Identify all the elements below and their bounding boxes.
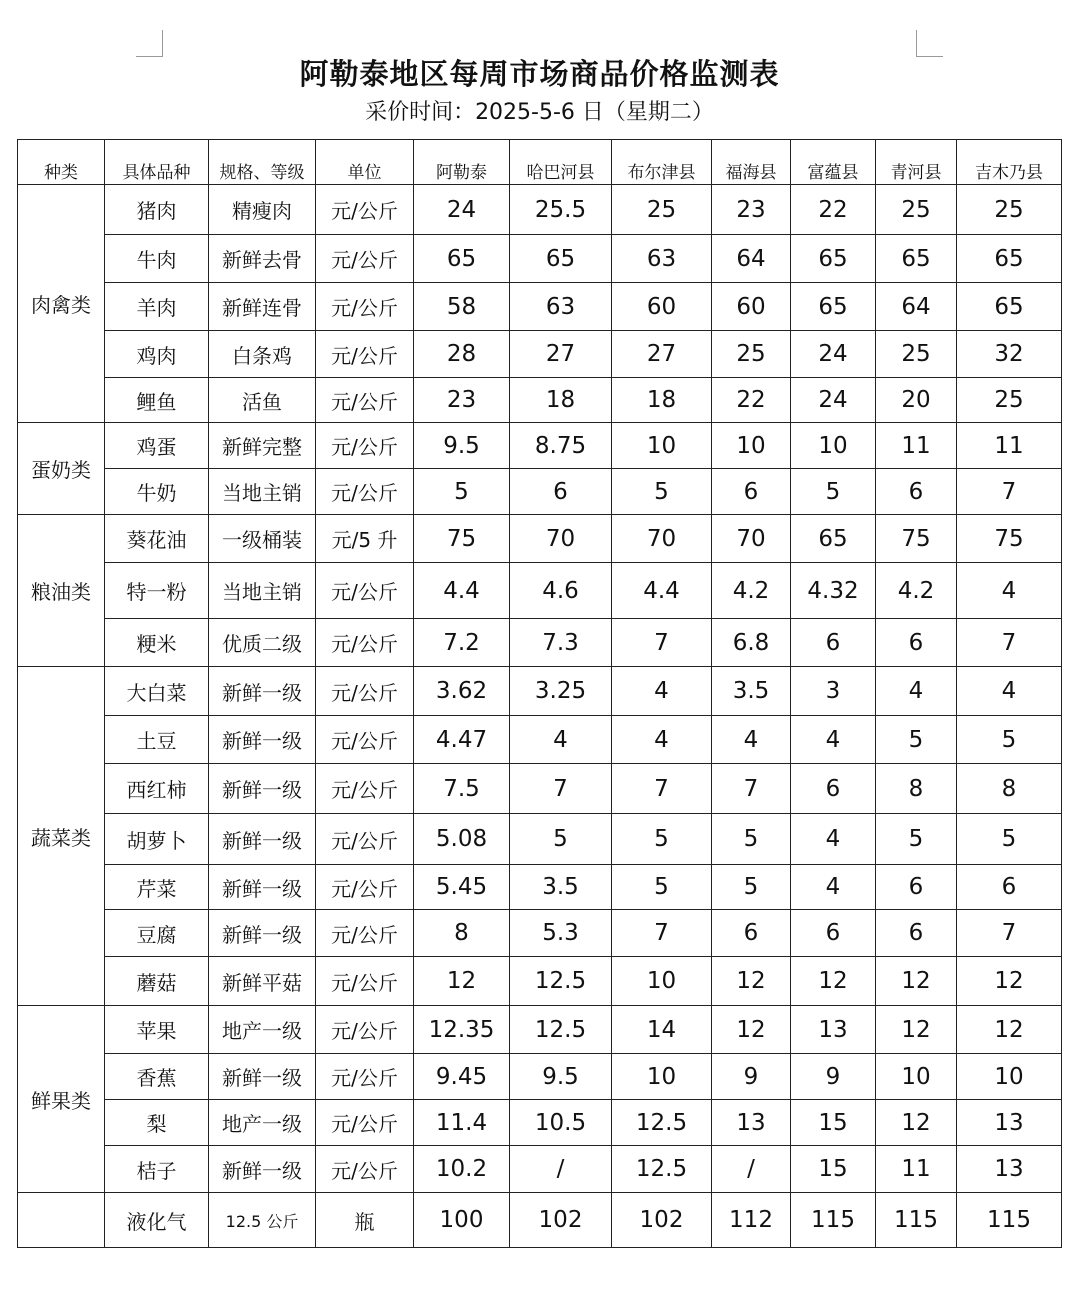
price-cell: 4.4 xyxy=(414,563,510,619)
price-cell: 65 xyxy=(957,283,1062,331)
item-cell: 胡萝卜 xyxy=(105,814,209,865)
price-cell: 7 xyxy=(957,619,1062,667)
price-cell: 75 xyxy=(414,515,510,563)
price-cell: 5 xyxy=(876,814,957,865)
price-cell: 13 xyxy=(791,1006,876,1054)
price-cell: 65 xyxy=(791,283,876,331)
spec-cell: 活鱼 xyxy=(209,378,316,423)
price-cell: 6 xyxy=(791,619,876,667)
price-cell: 65 xyxy=(791,515,876,563)
header-row xyxy=(18,140,1062,185)
item-cell: 桔子 xyxy=(105,1146,209,1193)
header-region-qinghe: 青河县 xyxy=(876,140,957,185)
spec-cell: 精瘦肉 xyxy=(209,185,316,235)
category-cell: 粮油类 xyxy=(18,515,105,667)
price-cell: 102 xyxy=(510,1193,612,1248)
price-cell: 25 xyxy=(612,185,712,235)
price-cell: 4.32 xyxy=(791,563,876,619)
price-cell: 12 xyxy=(876,1100,957,1146)
price-cell: 3.62 xyxy=(414,667,510,716)
spec-cell: 新鲜一级 xyxy=(209,1146,316,1193)
price-cell: 11 xyxy=(876,423,957,469)
price-cell: 23 xyxy=(712,185,791,235)
table-row xyxy=(18,515,1062,563)
price-cell: 25 xyxy=(957,185,1062,235)
price-cell: 25 xyxy=(876,185,957,235)
price-cell: 3.25 xyxy=(510,667,612,716)
item-cell: 粳米 xyxy=(105,619,209,667)
price-cell: 6 xyxy=(791,764,876,814)
table-row xyxy=(18,331,1062,378)
spec-cell: 当地主销 xyxy=(209,563,316,619)
price-cell: 4 xyxy=(791,716,876,764)
table-row xyxy=(18,1054,1062,1100)
spec-cell: 新鲜一级 xyxy=(209,764,316,814)
price-cell: 8.75 xyxy=(510,423,612,469)
price-cell: 24 xyxy=(791,378,876,423)
table-row xyxy=(18,716,1062,764)
price-cell: 9 xyxy=(712,1054,791,1100)
price-cell: 11 xyxy=(876,1146,957,1193)
price-cell: 24 xyxy=(414,185,510,235)
price-cell: 70 xyxy=(510,515,612,563)
unit-cell: 元/公斤 xyxy=(316,563,414,619)
table-row xyxy=(18,619,1062,667)
table-row xyxy=(18,1193,1062,1248)
price-cell: 6 xyxy=(876,619,957,667)
table-row xyxy=(18,563,1062,619)
price-cell: 7 xyxy=(957,910,1062,957)
spec-cell: 地产一级 xyxy=(209,1006,316,1054)
price-cell: 100 xyxy=(414,1193,510,1248)
price-cell: 6 xyxy=(791,910,876,957)
header-spec: 规格、等级 xyxy=(209,140,316,185)
price-cell: 5 xyxy=(612,865,712,910)
price-cell: 60 xyxy=(612,283,712,331)
table-row xyxy=(18,423,1062,469)
price-cell: 10 xyxy=(612,423,712,469)
price-cell: 4 xyxy=(510,716,612,764)
price-cell: 9.45 xyxy=(414,1054,510,1100)
price-cell: 65 xyxy=(957,235,1062,283)
price-cell: 4 xyxy=(876,667,957,716)
table-row xyxy=(18,1100,1062,1146)
price-cell: 5.3 xyxy=(510,910,612,957)
header-region-fuhai: 福海县 xyxy=(712,140,791,185)
price-cell: 5 xyxy=(510,814,612,865)
header-region-fuyun: 富蕴县 xyxy=(791,140,876,185)
item-cell: 液化气 xyxy=(105,1193,209,1248)
price-cell: 3 xyxy=(791,667,876,716)
price-cell: 12 xyxy=(712,957,791,1006)
item-cell: 梨 xyxy=(105,1100,209,1146)
price-cell: 5.08 xyxy=(414,814,510,865)
price-cell: 70 xyxy=(712,515,791,563)
unit-cell: 元/公斤 xyxy=(316,957,414,1006)
table-row xyxy=(18,283,1062,331)
price-cell: 5 xyxy=(612,469,712,515)
table-row xyxy=(18,910,1062,957)
unit-cell: 元/公斤 xyxy=(316,1006,414,1054)
price-cell: 11.4 xyxy=(414,1100,510,1146)
price-cell: 4 xyxy=(957,667,1062,716)
table-row xyxy=(18,1006,1062,1054)
price-cell: 15 xyxy=(791,1146,876,1193)
price-cell: 27 xyxy=(510,331,612,378)
price-cell: 4.2 xyxy=(876,563,957,619)
spec-cell: 新鲜平菇 xyxy=(209,957,316,1006)
price-cell: 8 xyxy=(957,764,1062,814)
unit-cell: 元/公斤 xyxy=(316,331,414,378)
table-row xyxy=(18,235,1062,283)
price-cell: 6 xyxy=(876,910,957,957)
price-cell: 115 xyxy=(957,1193,1062,1248)
table-row xyxy=(18,667,1062,716)
price-cell: 4 xyxy=(791,865,876,910)
price-cell: 5 xyxy=(791,469,876,515)
unit-cell: 元/5 升 xyxy=(316,515,414,563)
unit-cell: 元/公斤 xyxy=(316,619,414,667)
unit-cell: 元/公斤 xyxy=(316,865,414,910)
category-cell xyxy=(18,1193,105,1248)
spec-cell: 新鲜一级 xyxy=(209,910,316,957)
header-category: 种类 xyxy=(18,140,105,185)
item-cell: 牛肉 xyxy=(105,235,209,283)
spec-cell: 地产一级 xyxy=(209,1100,316,1146)
item-cell: 豆腐 xyxy=(105,910,209,957)
spec-cell: 当地主销 xyxy=(209,469,316,515)
price-cell: 12 xyxy=(876,1006,957,1054)
unit-cell: 元/公斤 xyxy=(316,469,414,515)
item-cell: 猪肉 xyxy=(105,185,209,235)
price-cell: 6.8 xyxy=(712,619,791,667)
price-cell: 6 xyxy=(510,469,612,515)
unit-cell: 元/公斤 xyxy=(316,814,414,865)
price-cell: 25 xyxy=(957,378,1062,423)
price-cell: 63 xyxy=(612,235,712,283)
price-cell: 13 xyxy=(957,1100,1062,1146)
spec-cell: 优质二级 xyxy=(209,619,316,667)
price-cell: 5 xyxy=(957,716,1062,764)
price-cell: 10 xyxy=(612,957,712,1006)
price-cell: 9 xyxy=(791,1054,876,1100)
price-cell: 10 xyxy=(957,1054,1062,1100)
price-cell: 12 xyxy=(876,957,957,1006)
price-cell: 10.2 xyxy=(414,1146,510,1193)
price-cell: / xyxy=(712,1146,791,1193)
price-cell: 115 xyxy=(876,1193,957,1248)
price-cell: 5 xyxy=(712,865,791,910)
category-cell: 蛋奶类 xyxy=(18,423,105,515)
table-row xyxy=(18,764,1062,814)
price-cell: 7 xyxy=(510,764,612,814)
category-cell: 肉禽类 xyxy=(18,185,105,423)
unit-cell: 元/公斤 xyxy=(316,423,414,469)
price-cell: 7 xyxy=(712,764,791,814)
table-row xyxy=(18,957,1062,1006)
price-cell: 25.5 xyxy=(510,185,612,235)
price-cell: 65 xyxy=(876,235,957,283)
item-cell: 大白菜 xyxy=(105,667,209,716)
item-cell: 苹果 xyxy=(105,1006,209,1054)
header-region-habahe: 哈巴河县 xyxy=(510,140,612,185)
header-unit: 单位 xyxy=(316,140,414,185)
spec-cell: 新鲜一级 xyxy=(209,865,316,910)
price-cell: 13 xyxy=(957,1146,1062,1193)
price-cell: 9.5 xyxy=(414,423,510,469)
unit-cell: 瓶 xyxy=(316,1193,414,1248)
unit-cell: 元/公斤 xyxy=(316,716,414,764)
price-cell: 6 xyxy=(876,865,957,910)
price-cell: 7 xyxy=(957,469,1062,515)
category-cell: 蔬菜类 xyxy=(18,667,105,1006)
price-cell: 6 xyxy=(876,469,957,515)
price-cell: 5 xyxy=(612,814,712,865)
item-cell: 土豆 xyxy=(105,716,209,764)
price-cell: 12 xyxy=(712,1006,791,1054)
spec-cell: 新鲜一级 xyxy=(209,1054,316,1100)
price-cell: 65 xyxy=(510,235,612,283)
price-cell: 7.5 xyxy=(414,764,510,814)
unit-cell: 元/公斤 xyxy=(316,667,414,716)
item-cell: 鸡蛋 xyxy=(105,423,209,469)
price-cell: 3.5 xyxy=(712,667,791,716)
table-row xyxy=(18,814,1062,865)
price-cell: 58 xyxy=(414,283,510,331)
price-cell: 22 xyxy=(712,378,791,423)
price-cell: 7 xyxy=(612,619,712,667)
item-cell: 香蕉 xyxy=(105,1054,209,1100)
price-cell: 70 xyxy=(612,515,712,563)
table-row xyxy=(18,1146,1062,1193)
price-cell: 12.5 xyxy=(612,1146,712,1193)
price-cell: 18 xyxy=(510,378,612,423)
price-cell: 5 xyxy=(414,469,510,515)
price-cell: 20 xyxy=(876,378,957,423)
price-cell: 64 xyxy=(712,235,791,283)
item-cell: 羊肉 xyxy=(105,283,209,331)
page-title: 阿勒泰地区每周市场商品价格监测表 xyxy=(299,57,780,91)
price-cell: 4 xyxy=(612,667,712,716)
price-cell: 12 xyxy=(957,1006,1062,1054)
spec-cell: 一级桶装 xyxy=(209,515,316,563)
price-cell: 115 xyxy=(791,1193,876,1248)
header-region-altay: 阿勒泰 xyxy=(414,140,510,185)
price-cell: 32 xyxy=(957,331,1062,378)
item-cell: 牛奶 xyxy=(105,469,209,515)
price-cell: 25 xyxy=(876,331,957,378)
price-cell: 12 xyxy=(791,957,876,1006)
price-cell: 23 xyxy=(414,378,510,423)
item-cell: 蘑菇 xyxy=(105,957,209,1006)
header-region-burqin: 布尔津县 xyxy=(612,140,712,185)
price-cell: 10 xyxy=(712,423,791,469)
price-cell: 10 xyxy=(876,1054,957,1100)
item-cell: 鲤鱼 xyxy=(105,378,209,423)
price-cell: 12.35 xyxy=(414,1006,510,1054)
price-cell: 18 xyxy=(612,378,712,423)
unit-cell: 元/公斤 xyxy=(316,283,414,331)
price-cell: 65 xyxy=(414,235,510,283)
price-cell: 24 xyxy=(791,331,876,378)
price-cell: 7 xyxy=(612,764,712,814)
price-cell: 5 xyxy=(876,716,957,764)
price-cell: 6 xyxy=(712,469,791,515)
price-cell: 11 xyxy=(957,423,1062,469)
price-cell: 10.5 xyxy=(510,1100,612,1146)
table-row xyxy=(18,865,1062,910)
price-cell: 4 xyxy=(791,814,876,865)
spec-cell: 新鲜去骨 xyxy=(209,235,316,283)
price-cell: 60 xyxy=(712,283,791,331)
unit-cell: 元/公斤 xyxy=(316,1100,414,1146)
spec-cell: 白条鸡 xyxy=(209,331,316,378)
price-cell: 4.2 xyxy=(712,563,791,619)
price-cell: / xyxy=(510,1146,612,1193)
price-cell: 12 xyxy=(414,957,510,1006)
price-cell: 12.5 xyxy=(510,1006,612,1054)
header-item: 具体品种 xyxy=(105,140,209,185)
item-cell: 芹菜 xyxy=(105,865,209,910)
price-cell: 15 xyxy=(791,1100,876,1146)
price-cell: 6 xyxy=(712,910,791,957)
item-cell: 西红柿 xyxy=(105,764,209,814)
spec-cell: 12.5 公斤 xyxy=(209,1193,316,1248)
unit-cell: 元/公斤 xyxy=(316,1054,414,1100)
price-cell: 12 xyxy=(957,957,1062,1006)
price-cell: 12.5 xyxy=(612,1100,712,1146)
price-cell: 13 xyxy=(712,1100,791,1146)
item-cell: 葵花油 xyxy=(105,515,209,563)
price-cell: 22 xyxy=(791,185,876,235)
spec-cell: 新鲜一级 xyxy=(209,716,316,764)
price-cell: 9.5 xyxy=(510,1054,612,1100)
survey-date: 采价时间：2025-5-6 日（星期二） xyxy=(365,100,714,125)
spec-cell: 新鲜一级 xyxy=(209,667,316,716)
category-cell: 鲜果类 xyxy=(18,1006,105,1193)
price-cell: 10 xyxy=(612,1054,712,1100)
table-row xyxy=(18,378,1062,423)
price-cell: 4.47 xyxy=(414,716,510,764)
price-cell: 65 xyxy=(791,235,876,283)
price-cell: 4 xyxy=(957,563,1062,619)
price-cell: 25 xyxy=(712,331,791,378)
price-cell: 5.45 xyxy=(414,865,510,910)
price-cell: 28 xyxy=(414,331,510,378)
price-cell: 10 xyxy=(791,423,876,469)
price-cell: 8 xyxy=(414,910,510,957)
unit-cell: 元/公斤 xyxy=(316,910,414,957)
price-cell: 27 xyxy=(612,331,712,378)
price-cell: 7 xyxy=(612,910,712,957)
unit-cell: 元/公斤 xyxy=(316,764,414,814)
table-body xyxy=(18,185,1062,1248)
price-cell: 8 xyxy=(876,764,957,814)
price-cell: 64 xyxy=(876,283,957,331)
price-cell: 12.5 xyxy=(510,957,612,1006)
price-cell: 5 xyxy=(957,814,1062,865)
price-cell: 75 xyxy=(876,515,957,563)
price-cell: 14 xyxy=(612,1006,712,1054)
spec-cell: 新鲜完整 xyxy=(209,423,316,469)
price-cell: 63 xyxy=(510,283,612,331)
price-cell: 75 xyxy=(957,515,1062,563)
item-cell: 特一粉 xyxy=(105,563,209,619)
price-table xyxy=(17,139,1062,1248)
price-cell: 5 xyxy=(712,814,791,865)
item-cell: 鸡肉 xyxy=(105,331,209,378)
price-cell: 4 xyxy=(612,716,712,764)
unit-cell: 元/公斤 xyxy=(316,1146,414,1193)
spec-cell: 新鲜一级 xyxy=(209,814,316,865)
spec-cell: 新鲜连骨 xyxy=(209,283,316,331)
price-cell: 7.3 xyxy=(510,619,612,667)
price-cell: 3.5 xyxy=(510,865,612,910)
table-row xyxy=(18,185,1062,235)
price-cell: 102 xyxy=(612,1193,712,1248)
price-cell: 4.6 xyxy=(510,563,612,619)
header-region-jeminay: 吉木乃县 xyxy=(957,140,1062,185)
unit-cell: 元/公斤 xyxy=(316,378,414,423)
unit-cell: 元/公斤 xyxy=(316,235,414,283)
price-cell: 7.2 xyxy=(414,619,510,667)
price-cell: 4.4 xyxy=(612,563,712,619)
unit-cell: 元/公斤 xyxy=(316,185,414,235)
table-row xyxy=(18,469,1062,515)
price-cell: 6 xyxy=(957,865,1062,910)
price-cell: 4 xyxy=(712,716,791,764)
price-cell: 112 xyxy=(712,1193,791,1248)
